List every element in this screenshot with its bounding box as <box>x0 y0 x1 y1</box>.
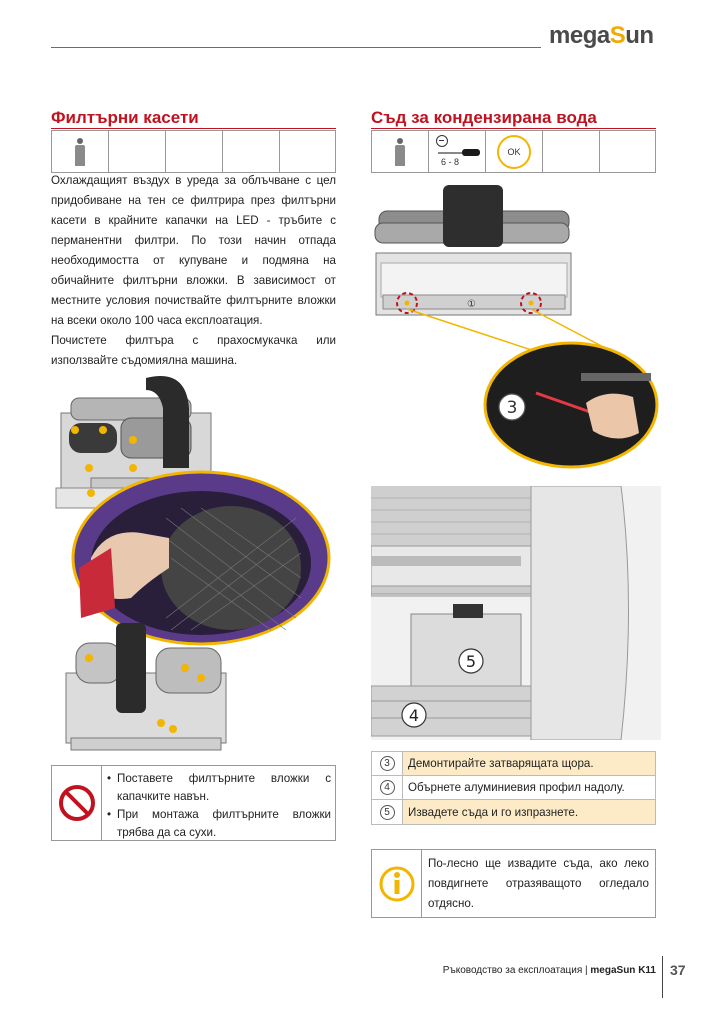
warning-box <box>51 765 336 841</box>
tools-cell <box>486 131 543 172</box>
steps-table <box>371 751 656 825</box>
tools-table-filter <box>51 130 336 173</box>
tools-cell <box>52 131 109 172</box>
tools-cell-empty <box>600 131 655 172</box>
condensate-cover-illustration <box>371 183 661 473</box>
callout-3-number: 3 <box>506 398 518 418</box>
tool-size-label: 6 - 8 <box>441 156 460 167</box>
page-number: 37 <box>670 962 686 978</box>
tools-cell-empty <box>109 131 166 172</box>
step-text: Извадете съда и го изпразнете. <box>403 800 655 824</box>
step-row <box>372 776 655 800</box>
tools-cell <box>372 131 429 172</box>
screwdriver-icon <box>432 135 482 169</box>
filter-description <box>51 171 336 371</box>
callout-1: ① <box>467 299 476 310</box>
info-box <box>371 849 656 918</box>
warning-item: • При монтажа филтърните вложки трябва да са сухи. <box>107 806 331 842</box>
prohibited-icon <box>57 783 97 823</box>
info-icon-cell <box>372 850 422 917</box>
tools-cell-empty <box>280 131 335 172</box>
section-title-rule <box>371 128 656 129</box>
info-icon <box>377 864 417 904</box>
tools-cell-empty <box>166 131 223 172</box>
tools-cell-empty <box>223 131 280 172</box>
header-rule <box>51 47 541 48</box>
section-title-filter-cassettes: Филтърни касети <box>51 108 199 127</box>
paragraph: Охлаждащият въздух в уреда за облъчване с цел придобиване на тен се филтрира през филтърни касети в крайните капачки на LED - тръбите с перманентни филтри. По този начин отпада необходимостта от купуване и подмяна на обичайните филтърни вложки. В зависимост от местните условия почиствайте филтърните вложки на всеки около 100 часа експлоатация. <box>51 174 336 327</box>
condensate-container-illustration <box>371 486 661 740</box>
footer-manual-title: Ръководство за експлоатация | megaSun K11 <box>442 965 656 976</box>
warning-list <box>102 766 335 840</box>
ok-badge: OK <box>497 135 531 169</box>
section-title-rule <box>51 128 336 129</box>
step-text: Демонтирайте затварящата щора. <box>403 752 655 775</box>
tools-cell <box>429 131 486 172</box>
paragraph: Почистете филтъра с прахосмукачка или използвайте съдомиялна машина. <box>51 334 336 367</box>
megasun-logo: megaSun <box>549 22 654 49</box>
step-number-5: 5 <box>380 805 395 820</box>
warning-item: • Поставете филтърните вложки с капачките навън. <box>107 770 331 806</box>
step-number-4: 4 <box>380 780 395 795</box>
callout-4-number: 4 <box>408 706 420 725</box>
step-text: Обърнете алуминиевия профил надолу. <box>408 781 625 794</box>
filter-cassette-illustration <box>51 368 341 758</box>
warning-icon-cell <box>52 766 102 840</box>
person-icon <box>74 138 86 166</box>
person-icon <box>394 138 406 166</box>
info-text: По-лесно ще извадите съда, ако леко повдигнете отразяващото огледало отдясно. <box>428 857 649 910</box>
step-row <box>372 752 655 776</box>
section-title-condensate: Съд за кондензирана вода <box>371 108 597 127</box>
footer-rule <box>662 956 663 998</box>
callout-5-number: 5 <box>465 652 477 671</box>
step-number-3: 3 <box>380 756 395 771</box>
step-row <box>372 800 655 824</box>
tools-cell-empty <box>543 131 600 172</box>
tools-table-condensate <box>371 130 656 173</box>
